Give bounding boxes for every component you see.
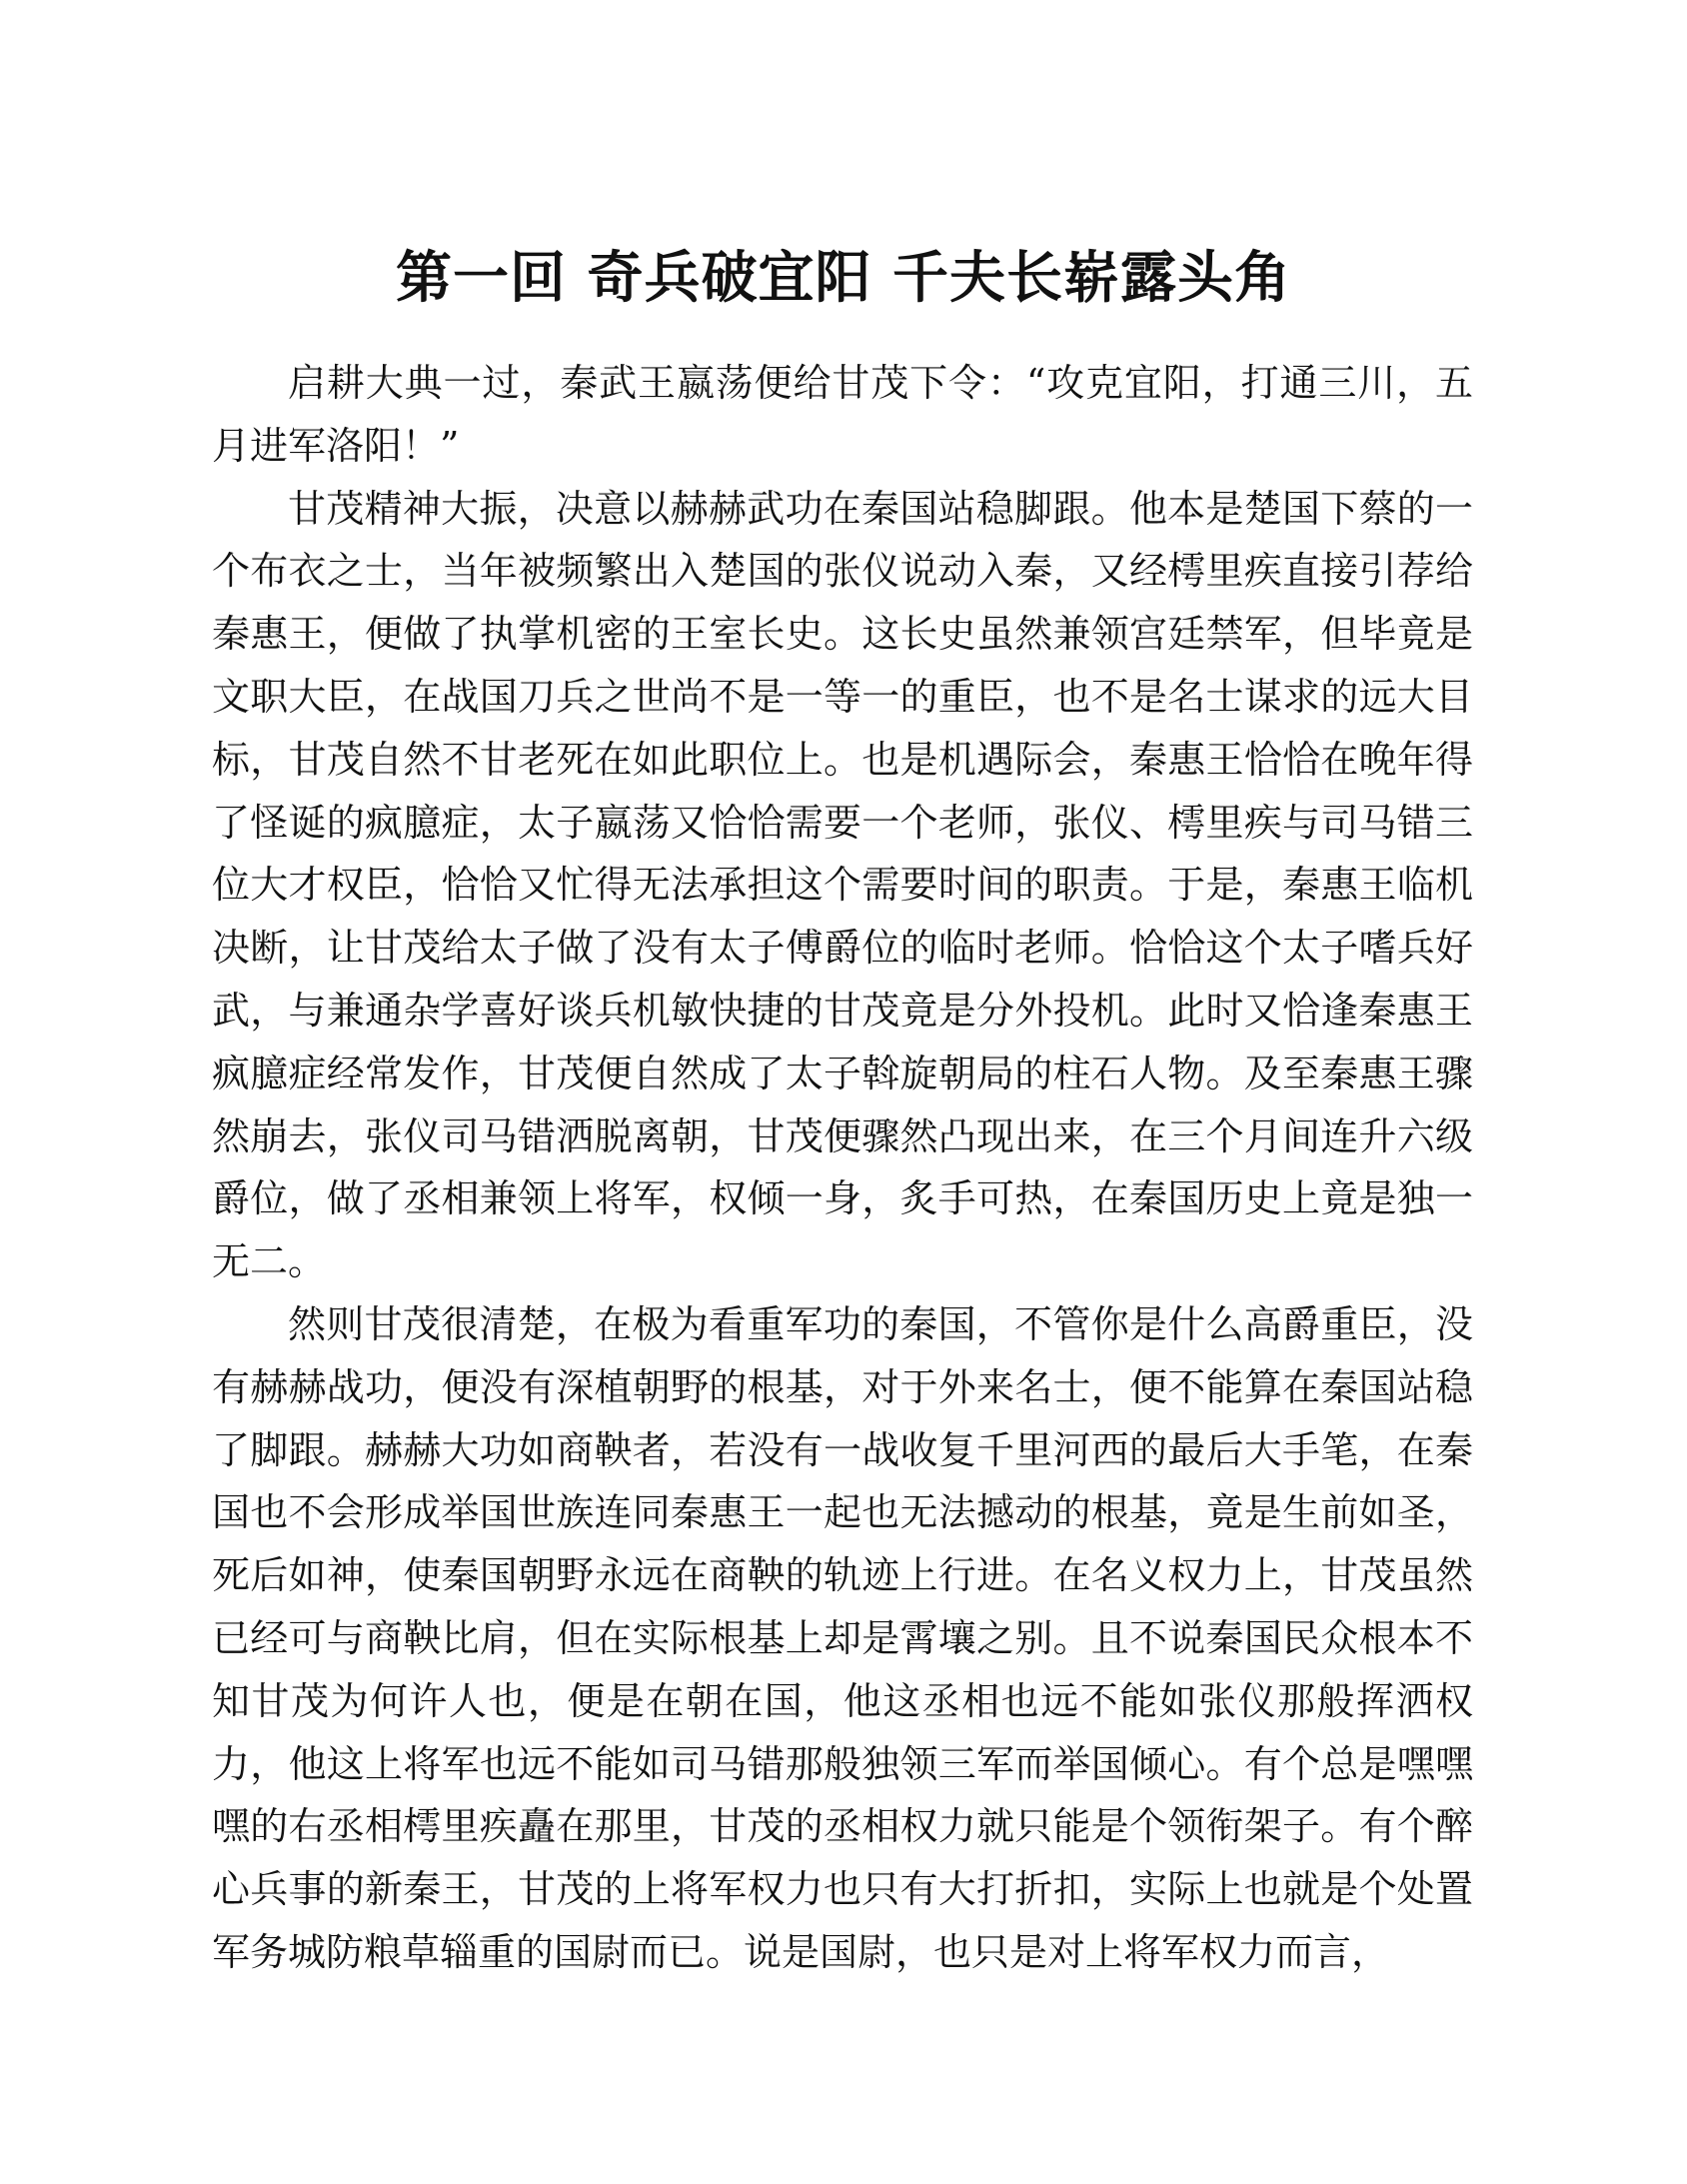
chapter-body	[212, 352, 1473, 1984]
paragraph: 启耕大典一过，秦武王嬴荡便给甘茂下令：“攻克宜阳，打通三川，五月进军洛阳！”	[212, 361, 1473, 468]
paragraph: 甘茂精神大振，决意以赫赫武功在秦国站稳脚跟。他本是楚国下蔡的一个布衣之士，当年被频繁出入楚国的张仪说动入秦，又经樗里疾直接引荐给秦惠王，便做了执掌机密的王室长史。这长史虽然兼领宫廷禁军，但毕竟是文职大臣，在战国刀兵之世尚不是一等一的重臣，也不是名士谋求的远大目标，甘茂自然不甘老死在如此职位上。也是机遇际会，秦惠王恰恰在晚年得了怪诞的疯臆症，太子嬴荡又恰恰需要一个老师，张仪、樗里疾与司马错三位大才权臣，恰恰又忙得无法承担这个需要时间的职责。于是，秦惠王临机决断，让甘茂给太子做了没有太子傅爵位的临时老师。恰恰这个太子嗜兵好武，与兼通杂学喜好谈兵机敏快捷的甘茂竟是分外投机。此时又恰逢秦惠王疯臆症经常发作，甘茂便自然成了太子斡旋朝局的柱石人物。及至秦惠王骤然崩去，张仪司马错洒脱离朝，甘茂便骤然凸现出来，在三个月间连升六级爵位，做了丞相兼领上将军，权倾一身，炙手可热，在秦国历史上竟是独一无二。	[212, 486, 1473, 1284]
chapter-title: 第一回 奇兵破宜阳 千夫长崭露头角	[396, 245, 1291, 311]
paragraph: 然则甘茂很清楚，在极为看重军功的秦国，不管你是什么高爵重臣，没有赫赫战功，便没有深植朝野的根基，对于外来名士，便不能算在秦国站稳了脚跟。赫赫大功如商鞅者，若没有一战收复千里河西的最后大手笔，在秦国也不会形成举国世族连同秦惠王一起也无法撼动的根基，竟是生前如圣，死后如神，使秦国朝野永远在商鞅的轨迹上行进。在名义权力上，甘茂虽然已经可与商鞅比肩，但在实际根基上却是霄壤之别。且不说秦国民众根本不知甘茂为何许人也，便是在朝在国，他这丞相也远不能如张仪那般挥洒权力，他这上将军也远不能如司马错那般独领三军而举国倾心。有个总是嘿嘿嘿的右丞相樗里疾矗在那里，甘茂的丞相权力就只能是个领衔架子。有个醉心兵事的新秦王，甘茂的上将军权力也只有大打折扣，实际上也就是个处置军务城防粮草辎重的国尉而已。说是国尉，也只是对上将军权力而言，	[212, 1301, 1473, 1974]
